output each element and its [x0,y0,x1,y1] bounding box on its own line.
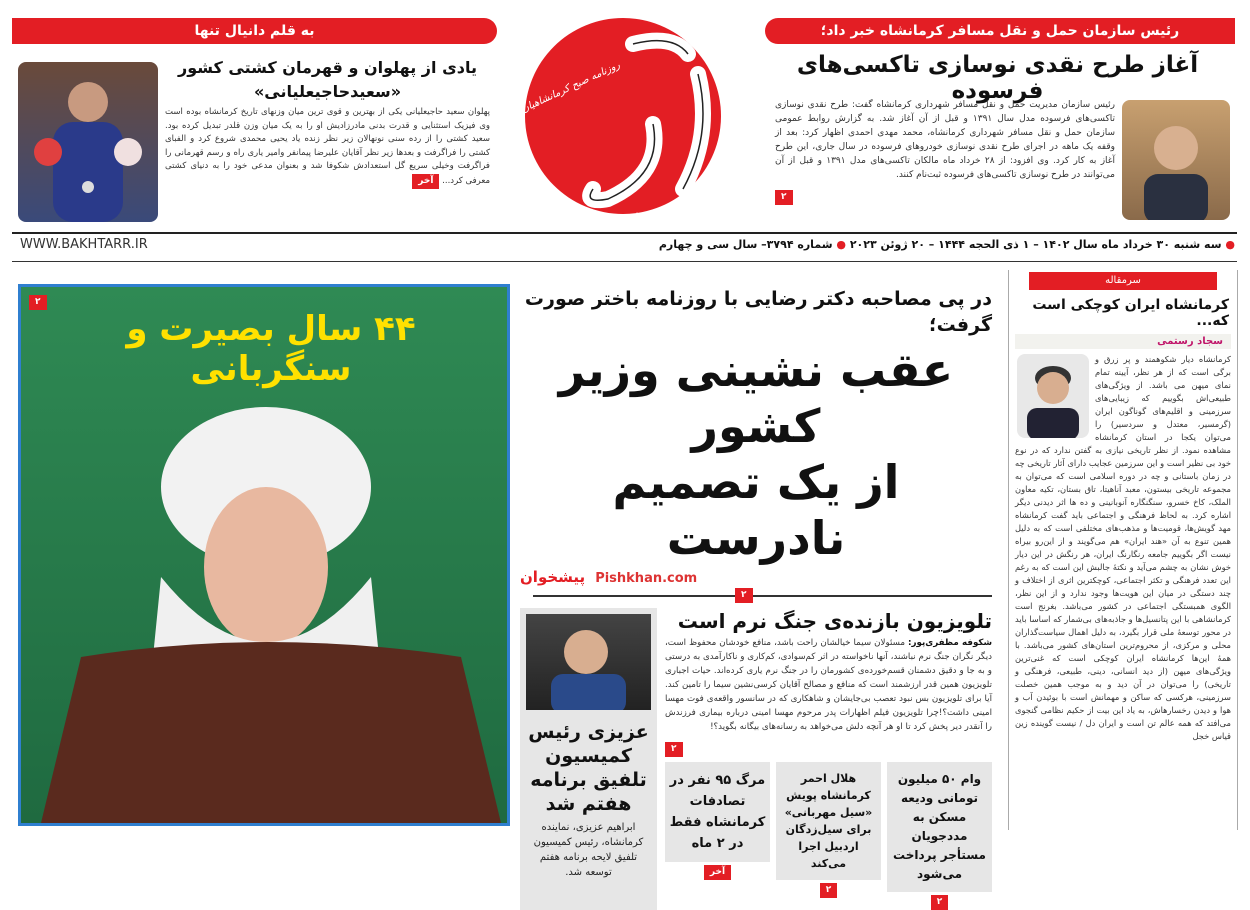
top-right-kicker: رئیس سازمان حمل و نقل مسافر کرمانشاه خبر داد؛ [765,18,1235,44]
brief-title: هلال احمر کرمانشاه پویش «سیل مهربانی» برای سیل‌زدگان اردبیل اجرا می‌کند [784,772,873,870]
poster-headline: ۴۴ سال بصیرت و سنگربانی [126,309,416,389]
watermark: پیشخوان [520,568,586,586]
azizi-box [520,608,657,910]
page-ref-badge[interactable]: آخر [704,865,731,880]
tv-body-text: مسئولان سیما خیالشان راحت باشد، منافع خودشان محفوظ است، دیگر نگران جنگ نرم نباشند، آنها ناخواسته در اثر کم‌سوادی، کم‌کاری و ناکارآمدی به درستی و به جا و دقیق دشمنان قسم‌خورده‌ی کشورمان را در جنگ نرم یاری کرده‌اند. حیات اجباری تلویزیون همین قدر ارزشمند است که منافع و مصالح آقایان کرسی‌نشین سیما را تامین کند. آیا برای تلویزیون بس نبود تعصب بی‌جایشان و شاهکاری که در سانسور واقعه‌ی فوت مهسا امینی داشت؟!چرا تلویزیون فیلم اظهارات پدر مرحوم مهسا امینی درباره بیماری فرزندش را آنقدر دیر پخش کرد تا او هر آنچه دلش می‌خواهد به رسانه‌های بیگانه بگوید؟! [665,638,992,732]
date-text: سه شنبه ۳۰ خرداد ماه سال ۱۴۰۲ – ۱ ذی الحجه ۱۴۴۴ – ۲۰ ژوئن ۲۰۲۳ [849,238,1222,251]
lead-headline-line2: از یک تصمیم نادرست [612,455,900,565]
website-link[interactable]: WWW.BAKHTARR.IR [20,237,148,252]
wrestler-photo [18,62,158,222]
brief-loan[interactable] [887,762,992,892]
page-ref-badge[interactable]: ۲ [820,883,838,898]
brief-loan-wrap [887,762,992,910]
brief-red-crescent-wrap [776,762,881,910]
brief-title: وام ۵۰ میلیون تومانی ودیعه مسکن به مددجویان مستأجر پرداخت می‌شود [893,772,986,881]
lead-headline[interactable] [520,342,992,566]
watermark-url: Pishkhan.com [595,571,698,586]
tv-author: شکوفه مظفری‌پور: [908,638,992,648]
brief-accidents[interactable] [665,762,770,862]
middle-column [520,286,992,910]
logo-graphic [513,14,743,234]
brief-title: مرگ ۹۵ نفر در تصادفات کرمانشاه فقط در ۲ ماه [669,773,766,851]
author-photo [1017,354,1089,438]
lead-kicker: در پی مصاحبه دکتر رضایی با روزنامه باختر صورت گرفت؛ [524,288,992,336]
top-left-body-text: پهلوان سعید حاجیعلیانی یکی از بهترین و قوی ترین میان وزنهای تاریخ کرمانشاه بوده است وی فیزیک استثنایی و قدرت بدنی مادرزادیش او را به یک میان وزن قلدر تبدیل کرده بود. سعید کشتی را از رده سنی نونهالان زیر نظر زنده یاد یحیی محمدی شروع کرد و الفبای کشتی را فراگرفت و بعدها زیر نظر آقایان علیرضا پیمانفر وامیر یاری راه و رسم قهرمانی را فراگرفت وخیلی سریع گل استعدادش شکوفا شد و بعنوان مدعی خود را به دنیای کشتی معرفی کرد... [165,107,490,186]
masthead-logo [513,14,743,234]
lead-headline-line1: عقب نشینی وزیر کشور [558,343,954,453]
editorial-column [1008,270,1238,830]
top-left-kicker: به قلم دانیال تنها [12,18,497,44]
poster-panel [18,284,510,826]
lower-section [520,608,992,910]
tv-headline[interactable]: تلویزیون بازنده‌ی جنگ نرم است [677,609,992,633]
cleric-portrait [21,377,507,823]
editorial-body: کرمانشاه دیار شکوهمند و پر زرق و برگی است که از هر نظر، آیینه تمام نمای میهن می باشد. از ویژگی‌های طبیعی‌اش بگوییم که زیبایی‌های سرزمینی و اقلیم‌های گوناگون ایران (گرمسیر، معتدل و سردسیر) را می‌توان یکجا در استان کرمانشاه مشاهده نمود. از نظر تاریخی نیازی به گفتن ندارد که در نوع خود بی نظیر است و این سرزمین عجایب دارای آثار تاریخی چه در زمان باستانی و چه در دوره اسلامی است که می‌توان به مجموعه تاریخی بیستون، معبد آناهیتا، تاق بستان، تکیه معاون الملک، کاخ خسرو، سنگنگاره آنوبانینی و ده ها اثر دیدنی دیگر اشاره کرد. به لحاظ فرهنگی و اجتماعی باید گفت کرمانشاه مهد گویش‌ها، قومیت‌ها و مذهب‌های مختلفی است که به دلیل همین تنوع به آن «هند ایران» هم می‌گویند و از این‌رو بیراه نیست اگر بگوییم جامعه رنگارنگ ایران، هر رنگش در این دیار خوش نشان به چشم می‌آید و نکتهٔ جالبش این است که به رغم این تعدد فرهنگی و تکثر اجتماعی، کوچکترین اثری از اختلاف و چند دستگی در میان این هویت‌ها وجود ندارد و از این نظر، الگوی همبستگی اجتماعی در کشور می‌باشد. بغرنج است کرمانشاهی با این پتانسیل‌ها و جاذبه‌های بی‌شمار که اساسا باید در محور توسعهٔ ملی قرار بگیرد، به دلیل اهمال سیاست‌گذاران محلی و مرکزی، از محروم‌ترین استان‌های کشور می‌باشد. با همهٔ این‌ها کرمانشاه ایران کوچکی است که غنی‌ترین ویژگی‌های میهن (از دید انسانی، دینی، طبیعی، فرهنگی و تاریخی) را می‌توان در آن دید و به موجب همین خصلت سرزمینی، هرکسی که ساکن و مهمانش است با بوئیدن آب و هوا و دیدن رخسارهاش، به یاد این بیت از حکیم نظامی گنجوی می‌افتد که همه عالم تن است و ایران دل / نیست گوینده زین قیاس خجل [1015,354,1231,741]
top-left-headline[interactable]: یادی از پهلوان و قهرمان کشتی کشور [178,58,477,77]
editorial-author: سجاد رستمی [1015,334,1231,349]
issue-number: شماره ۳۷۹۴– سال سی و چهارم [658,238,833,251]
dateline: ● سه شنبه ۳۰ خرداد ماه سال ۱۴۰۲ – ۱ ذی الحجه ۱۴۴۴ – ۲۰ ژوئن ۲۰۲۳ ● شماره ۳۷۹۴– سال سی و چهارم [658,238,1235,251]
page-ref-badge[interactable]: ۲ [735,588,753,603]
azizi-headline[interactable]: عزیزی رئیس کمیسیون تلفیق برنامه هفتم شد [528,721,649,815]
azizi-body: ابراهیم عزیزی، نماینده کرمانشاه، رئیس کمیسیون تلفیق لایحه برنامه هفتم توسعه شد. [533,822,644,878]
top-left-body [165,106,490,189]
top-left-text [165,56,490,189]
masthead-subtitle: روزنامه صبح کرمانشاهیان [519,59,622,116]
taxi-official-photo [1122,100,1230,220]
brief-red-crescent[interactable] [776,762,881,880]
editorial-label: سرمقاله [1029,272,1217,290]
page-ref-badge[interactable]: ۲ [29,295,47,310]
top-left-subheadline: «سعیدحاجیعلیانی» [253,82,402,101]
watermark-row [520,568,992,586]
tv-story [665,608,992,910]
briefs-row [665,762,992,910]
lead-divider [520,588,992,604]
page-ref-badge[interactable]: ۲ [931,895,949,910]
price-label: ۴ صفحه – ۳۰۰۰ تومان [563,210,657,221]
top-right-headline[interactable]: آغاز طرح نقدی نوسازی تاکسی‌های فرسوده [796,52,1199,104]
editorial-headline[interactable]: کرمانشاه ایران کوچکی است که... [1032,297,1229,329]
azizi-photo [526,614,651,710]
brief-accidents-wrap [665,762,770,910]
top-right-text [775,98,1115,205]
page-ref-badge[interactable]: ۲ [665,742,683,757]
tv-body [665,636,992,734]
page-ref-badge[interactable]: ۲ [775,190,793,205]
top-right-body: رئیس سازمان مدیریت حمل و نقل مسافر شهرداری کرمانشاه گفت: طرح نقدی نوسازی تاکسی‌های فرسوده مدل سال ۱۳۹۱ و قبل از آن آغاز شد. به گزارش روابط عمومی سازمان حمل و نقل مسافر شهرداری کرمانشاه، محمد مهدی احمدی اظهار کرد: بعد از وقفه یک ماهه در اجرای طرح نقدی نوسازی خودروهای فرسوده در سال جاری، این طرح آغاز به کار کرد. وی افزود: از ۲۸ خرداد ماه مالکان تاکسی‌های مدل ۱۳۹۱ و قبل از آن می‌توانند در طرح نوسازی تاکسی‌های فرسوده ثبت‌نام کنند. [775,100,1115,180]
page-ref-badge[interactable]: آخر [412,174,439,189]
